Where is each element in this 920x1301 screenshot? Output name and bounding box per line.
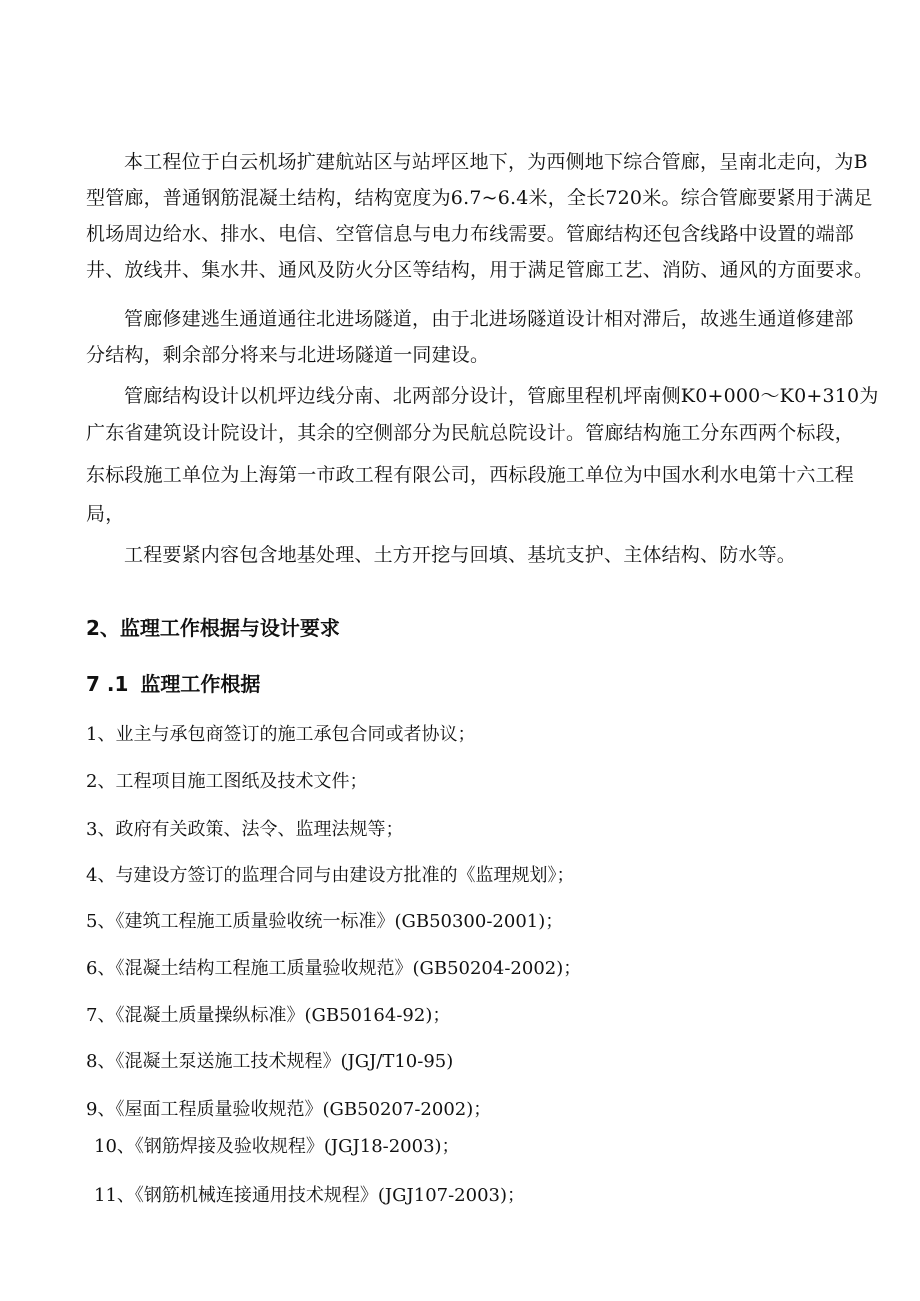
intro-paragraph-2-line-1: 管廊修建逃生通道通往北进场隧道，由于北进场隧道设计相对滞后，故逃生通道修建部 <box>124 308 854 330</box>
intro-paragraph-3-line-1: 管廊结构设计以机坪边线分南、北两部分设计，管廊里程机坪南侧K0+000～K0+310为 <box>124 385 879 407</box>
intro-paragraph-2-line-2: 分结构，剩余部分将来与北进场隧道一同建设。 <box>86 344 490 366</box>
intro-paragraph-1-line-3: 机场周边给水、排水、电信、空管信息与电力布线需要。管廊结构还包含线路中设置的端部 <box>86 223 855 245</box>
reference-item-2: 2、工程项目施工图纸及技术文件； <box>86 771 368 792</box>
reference-item-9: 9、《屋面工程质量验收规范》(GB50207-2002)； <box>86 1099 492 1120</box>
reference-item-11: 11、《钢筋机械连接通用技术规程》(JGJ107-2003)； <box>94 1185 526 1206</box>
reference-item-10: 10、《钢筋焊接及验收规程》(JGJ18-2003)； <box>94 1136 460 1157</box>
section-2-1-heading <box>86 671 260 697</box>
intro-paragraph-3-line-2: 广东省建筑设计院设计，其余的空侧部分为民航总院设计。管廊结构施工分东西两个标段， <box>86 422 855 444</box>
section-2-heading: 2、监理工作根据与设计要求 <box>86 616 340 640</box>
intro-paragraph-3-line-4: 局， <box>86 503 125 525</box>
intro-paragraph-3-line-3: 东标段施工单位为上海第一市政工程有限公司，西标段施工单位为中国水利水电第十六工程 <box>86 464 855 486</box>
reference-item-7: 7、《混凝土质量操纵标准》(GB50164-92)； <box>86 1005 451 1026</box>
reference-item-1: 1、业主与承包商签订的施工承包合同或者协议； <box>86 724 476 745</box>
intro-paragraph-4-line-1: 工程要紧内容包含地基处理、土方开挖与回填、基坑支护、主体结构、防水等。 <box>124 544 797 566</box>
reference-item-4: 4、与建设方签订的监理合同与由建设方批准的《监理规划》； <box>86 865 575 886</box>
reference-item-6: 6、《混凝土结构工程施工质量验收规范》(GB50204-2002)； <box>86 958 582 979</box>
section-2-1-number: 7 .1 <box>86 672 129 696</box>
intro-paragraph-1-line-4: 井、放线井、集水井、通风及防火分区等结构，用于满足管廊工艺、消防、通风的方面要求。 <box>86 259 874 281</box>
intro-paragraph-1-line-1: 本工程位于白云机场扩建航站区与站坪区地下，为西侧地下综合管廊，呈南北走向，为B <box>124 151 868 173</box>
intro-paragraph-1-line-2: 型管廊，普通钢筋混凝土结构，结构宽度为6.7~6.4米，全长720米。综合管廊要紧用于满足 <box>86 187 873 209</box>
reference-item-3: 3、政府有关政策、法令、监理法规等； <box>86 819 404 840</box>
reference-item-5: 5、《建筑工程施工质量验收统一标准》(GB50300-2001)； <box>86 911 564 932</box>
reference-item-8: 8、《混凝土泵送施工技术规程》(JGJ/T10-95) <box>86 1051 454 1072</box>
section-2-1-title: 监理工作根据 <box>140 672 261 696</box>
